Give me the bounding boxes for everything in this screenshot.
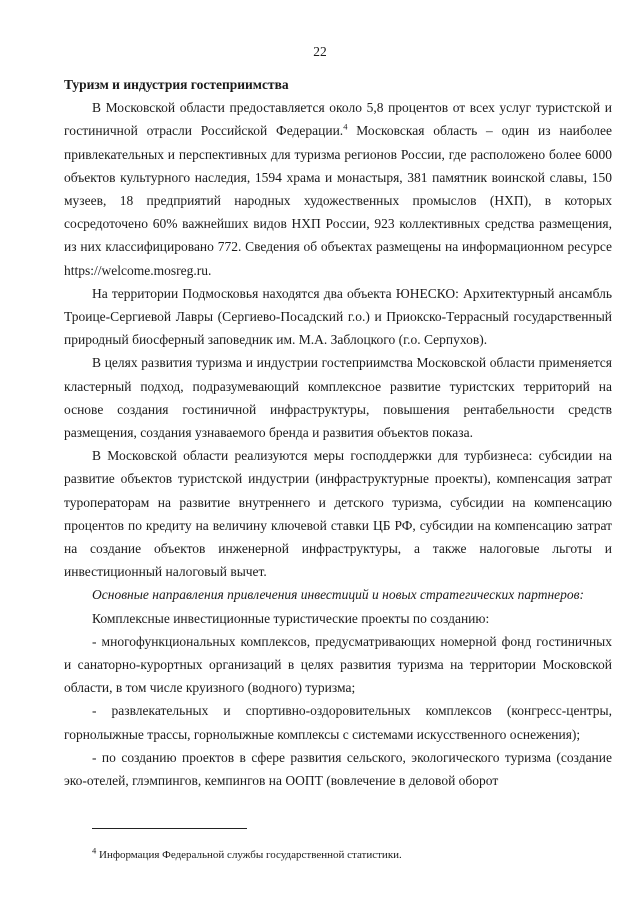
paragraph-1-text-b: Московская область – один из наиболее привлекательных и перспективных для туризма регионов России, где расположено более 6000 объектов культурного наследия, 1594 храма и монастыря, 381 памятник воинской славы, 150 музеев, 18 предприятий народных художественных промыслов (НХП), в которых сосредоточено 60% важнейших видов НХП России, 923 коллективных средства размещения, из них классифицировано 772. Сведения об объектах размещены на информационном ресурсе https://welcome.mosreg.ru. [64,123,612,278]
paragraph-3: В целях развития туризма и индустрии гостеприимства Московской области применяется кластерный подход, подразумевающий комплексное развитие туристских территорий на основе создания гостиничной инфраструктуры, повышения рентабельности средств размещения, создания узнаваемого бренда и развития объектов показа. [64,355,612,441]
paragraph-1 [64,96,612,282]
footnote-divider [92,828,247,829]
paragraph-2: На территории Подмосковья находятся два объекта ЮНЕСКО: Архитектурный ансамбль Троице-Сергиевой Лавры (Сергиево-Посадский г.о.) и Приокско-Террасный государственный природный биосферный заповедник им. М.А. Заблоцкого (г.о. Серпухов). [64,285,612,348]
footnote-number: 4 [92,845,97,856]
paragraph-4: В Московской области реализуются меры господдержки для турбизнеса: субсидии на развитие объектов туристской индустрии (инфраструктурные проекты), компенсация затрат туроператорам на развитие внутреннего и детского туризма, субсидии на компенсацию процентов по кредиту на величину ключевой ставки ЦБ РФ, субсидии на компенсацию затрат на создание объектов инженерной инфраструктуры, а также налоговые льготы и инвестиционный налоговый вычет. [64,448,612,580]
page-number: 22 [313,44,327,59]
list-item-1: - многофункциональных комплексов, предусматривающих номерной фонд гостиничных и санаторно-курортных организаций в целях развития туризма на территории Московской области, в том числе круизного (водного) туризма; [64,633,612,696]
paragraph-1-text-a: В Московской области предоставляется около 5,8 процентов от всех услуг туристской и гостиничной отрасли Российской Федерации. [64,100,612,139]
footnote-text: Информация Федеральной службы государственной статистики. [96,849,402,861]
footnote-ref-4: 4 [343,121,348,132]
list-item-3: - по созданию проектов в сфере развития сельского, экологического туризма (создание эко-отелей, глэмпингов, кемпингов на ООПТ (вовлечение в деловой оборот [64,749,612,789]
paragraph-6: Комплексные инвестиционные туристические проекты по созданию: [92,610,490,626]
paragraph-5-subheading: Основные направления привлечения инвестиций и новых стратегических партнеров: [92,587,585,603]
section-heading: Туризм и индустрия гостеприимства [64,77,289,92]
footnote [92,845,612,862]
list-item-2: - развлекательных и спортивно-оздоровительных комплексов (конгресс-центры, горнолыжные трассы, горнолыжные комплексы с системами искусственного оснежения); [64,703,612,742]
main-text [64,73,612,792]
